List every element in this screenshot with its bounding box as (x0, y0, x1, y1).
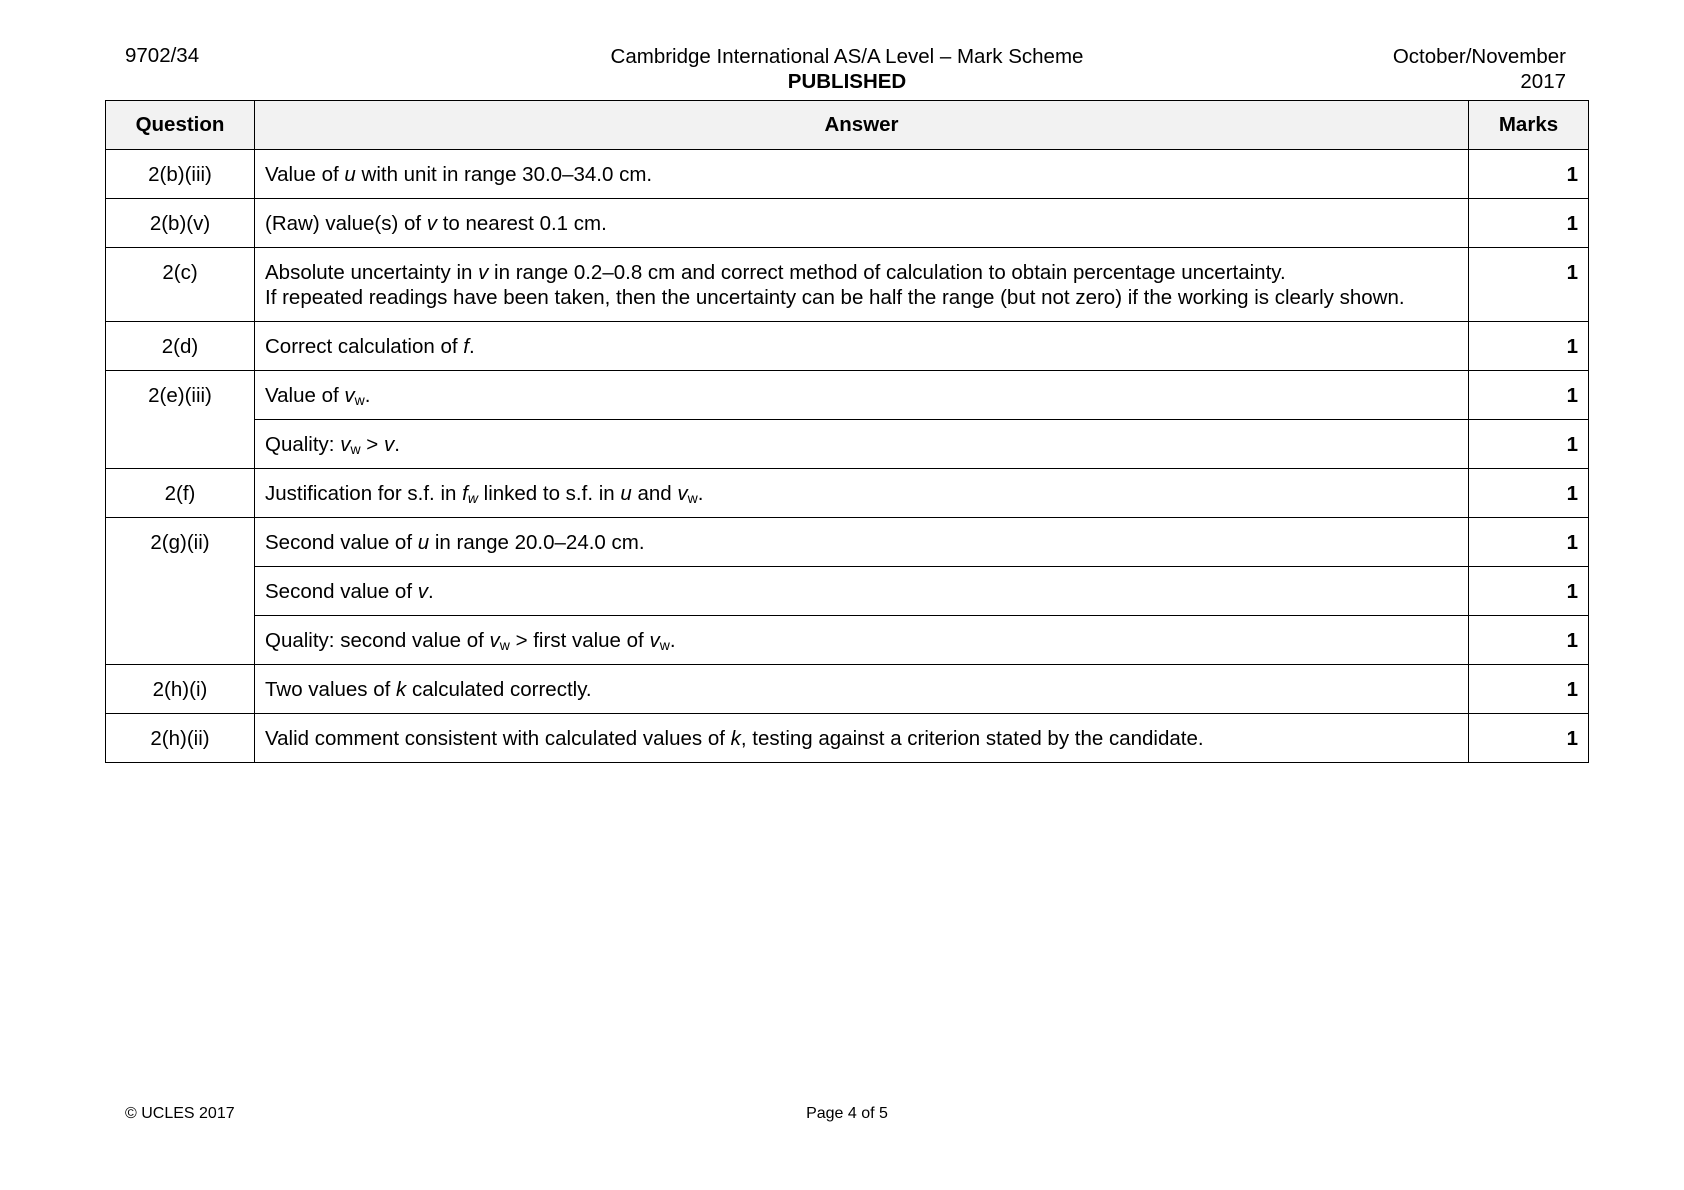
mark-scheme-table (105, 100, 1589, 763)
table-header-row (106, 101, 1589, 150)
question-cell: 2(d) (106, 322, 255, 371)
question-cell: 2(b)(iii) (106, 150, 255, 199)
exam-session-year: 2017 (1520, 70, 1566, 93)
page-number: Page 4 of 5 (806, 1105, 888, 1122)
answer-cell: Value of u with unit in range 30.0–34.0 cm. (255, 150, 1469, 199)
paper-code: 9702/34 (125, 44, 200, 67)
answer-cell: Second value of u in range 20.0–24.0 cm. (255, 518, 1469, 567)
answer-cell: Second value of v. (255, 567, 1469, 616)
column-header-question: Question (106, 101, 255, 150)
table-row (106, 567, 1589, 616)
marks-cell: 1 (1469, 420, 1589, 469)
answer-cell: Valid comment consistent with calculated values of k, testing against a criterion stated by the candidate. (255, 714, 1469, 763)
marks-cell: 1 (1469, 469, 1589, 518)
table-row (106, 469, 1589, 518)
answer-cell: (Raw) value(s) of v to nearest 0.1 cm. (255, 199, 1469, 248)
document-title: Cambridge International AS/A Level – Mark Scheme (610, 45, 1084, 68)
question-cell: 2(b)(v) (106, 199, 255, 248)
question-cell: 2(f) (106, 469, 255, 518)
table-row (106, 150, 1589, 199)
answer-cell: Two values of k calculated correctly. (255, 665, 1469, 714)
answer-cell: Quality: second value of $v_w$ > first value of $v_w$. (255, 616, 1469, 665)
marks-cell: 1 (1469, 322, 1589, 371)
exam-session (1393, 44, 1566, 94)
table-row (106, 199, 1589, 248)
question-cell: 2(e)(iii) (106, 371, 255, 469)
question-cell: 2(c) (106, 248, 255, 322)
table-row (106, 714, 1589, 763)
marks-cell: 1 (1469, 199, 1589, 248)
table-row (106, 616, 1589, 665)
answer-cell: Justification for s.f. in $f_w$ linked to s.f. in u and $v_w$. (255, 469, 1469, 518)
table-row (106, 248, 1589, 322)
marks-cell: 1 (1469, 150, 1589, 199)
marks-cell: 1 (1469, 518, 1589, 567)
published-label: PUBLISHED (787, 70, 907, 93)
table-row (106, 322, 1589, 371)
answer-cell: Correct calculation of f. (255, 322, 1469, 371)
column-header-answer: Answer (255, 101, 1469, 150)
marks-cell: 1 (1469, 567, 1589, 616)
exam-session-month: October/November (1392, 45, 1566, 68)
answer-cell: Quality: $v_w > v$. (255, 420, 1469, 469)
marks-cell: 1 (1469, 371, 1589, 420)
table-row (106, 420, 1589, 469)
question-cell: 2(h)(ii) (106, 714, 255, 763)
table-row (106, 518, 1589, 567)
answer-cell: Value of $v_w$. (255, 371, 1469, 420)
answer-cell: Absolute uncertainty in v in range 0.2–0.8 cm and correct method of calculation to obtain percentage uncertainty. If repeated readings have been taken, then the uncertainty can be half the range (but not zero) if the working is clearly shown. (255, 248, 1469, 322)
table-row (106, 665, 1589, 714)
marks-cell: 1 (1469, 714, 1589, 763)
question-cell: 2(h)(i) (106, 665, 255, 714)
question-cell: 2(g)(ii) (106, 518, 255, 665)
column-header-marks: Marks (1469, 101, 1589, 150)
answer-cell-line-2: If repeated readings have been taken, then the uncertainty can be half the range (but not zero) if the working is clearly shown. (265, 286, 1405, 309)
marks-cell: 1 (1469, 248, 1589, 322)
table-row (106, 371, 1589, 420)
marks-cell: 1 (1469, 616, 1589, 665)
copyright-notice: © UCLES 2017 (125, 1105, 235, 1122)
marks-cell: 1 (1469, 665, 1589, 714)
